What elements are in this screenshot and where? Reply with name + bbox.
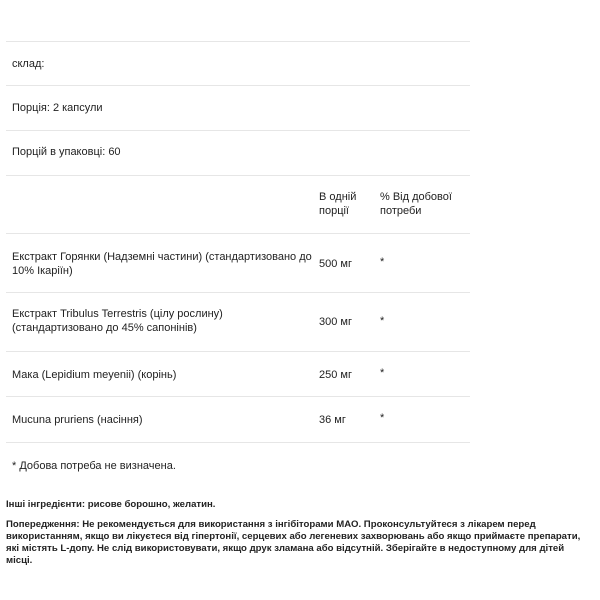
table-row [6, 396, 470, 442]
table-row [6, 351, 470, 396]
ingredient-amount: 250 мг [319, 369, 352, 381]
serving-size: Порція: 2 капсули [12, 102, 103, 114]
ingredient-amount: 300 мг [319, 316, 352, 328]
daily-value-column-header: % Від добової потреби [380, 191, 452, 217]
warning-text: Попередження: Не рекомендується для використання з інгібіторами МАО. Проконсультуйтеся з лікарем перед використанням, якщо ви лікуєтеся від гіпертонії, серцевих або легеневих захворювань або якщо приймаєте препарати, які містять L-допу. Не слід використовувати, якщо друк зламана або відсутній. Зберігайте в недоступному для дітей місці. [6, 519, 581, 566]
other-ingredients: Інші інгредієнти: рисове борошно, желатин. [6, 499, 216, 510]
footnote-row [6, 442, 470, 486]
amount-column-header: В одній порції [319, 191, 357, 217]
heading-row [6, 41, 470, 85]
ingredient-daily-value: * [380, 367, 385, 379]
table-row [6, 292, 470, 351]
ingredient-amount: 36 мг [319, 414, 346, 426]
ingredient-name: Мака (Lepidium meyenii) (корінь) [12, 369, 177, 381]
ingredient-amount: 500 мг [319, 258, 352, 270]
daily-value-footnote: * Добова потреба не визначена. [12, 460, 176, 472]
ingredient-daily-value: * [380, 412, 385, 424]
facts-heading: склад: [12, 58, 45, 70]
servings-per-container-row [6, 130, 470, 175]
servings-per-container: Порцій в упаковці: 60 [12, 146, 121, 158]
serving-size-row [6, 85, 470, 130]
ingredient-name: Mucuna pruriens (насіння) [12, 414, 143, 426]
ingredient-daily-value: * [380, 256, 385, 268]
ingredient-daily-value: * [380, 315, 385, 327]
ingredient-name: Екстракт Горянки (Надземні частини) (стандартизовано до 10% Ікаріїн) [12, 251, 312, 277]
ingredient-name: Екстракт Tribulus Terrestris (цілу рослину) (стандартизовано до 45% сапонінів) [12, 308, 223, 334]
table-row [6, 233, 470, 292]
table-header-row [6, 175, 470, 233]
